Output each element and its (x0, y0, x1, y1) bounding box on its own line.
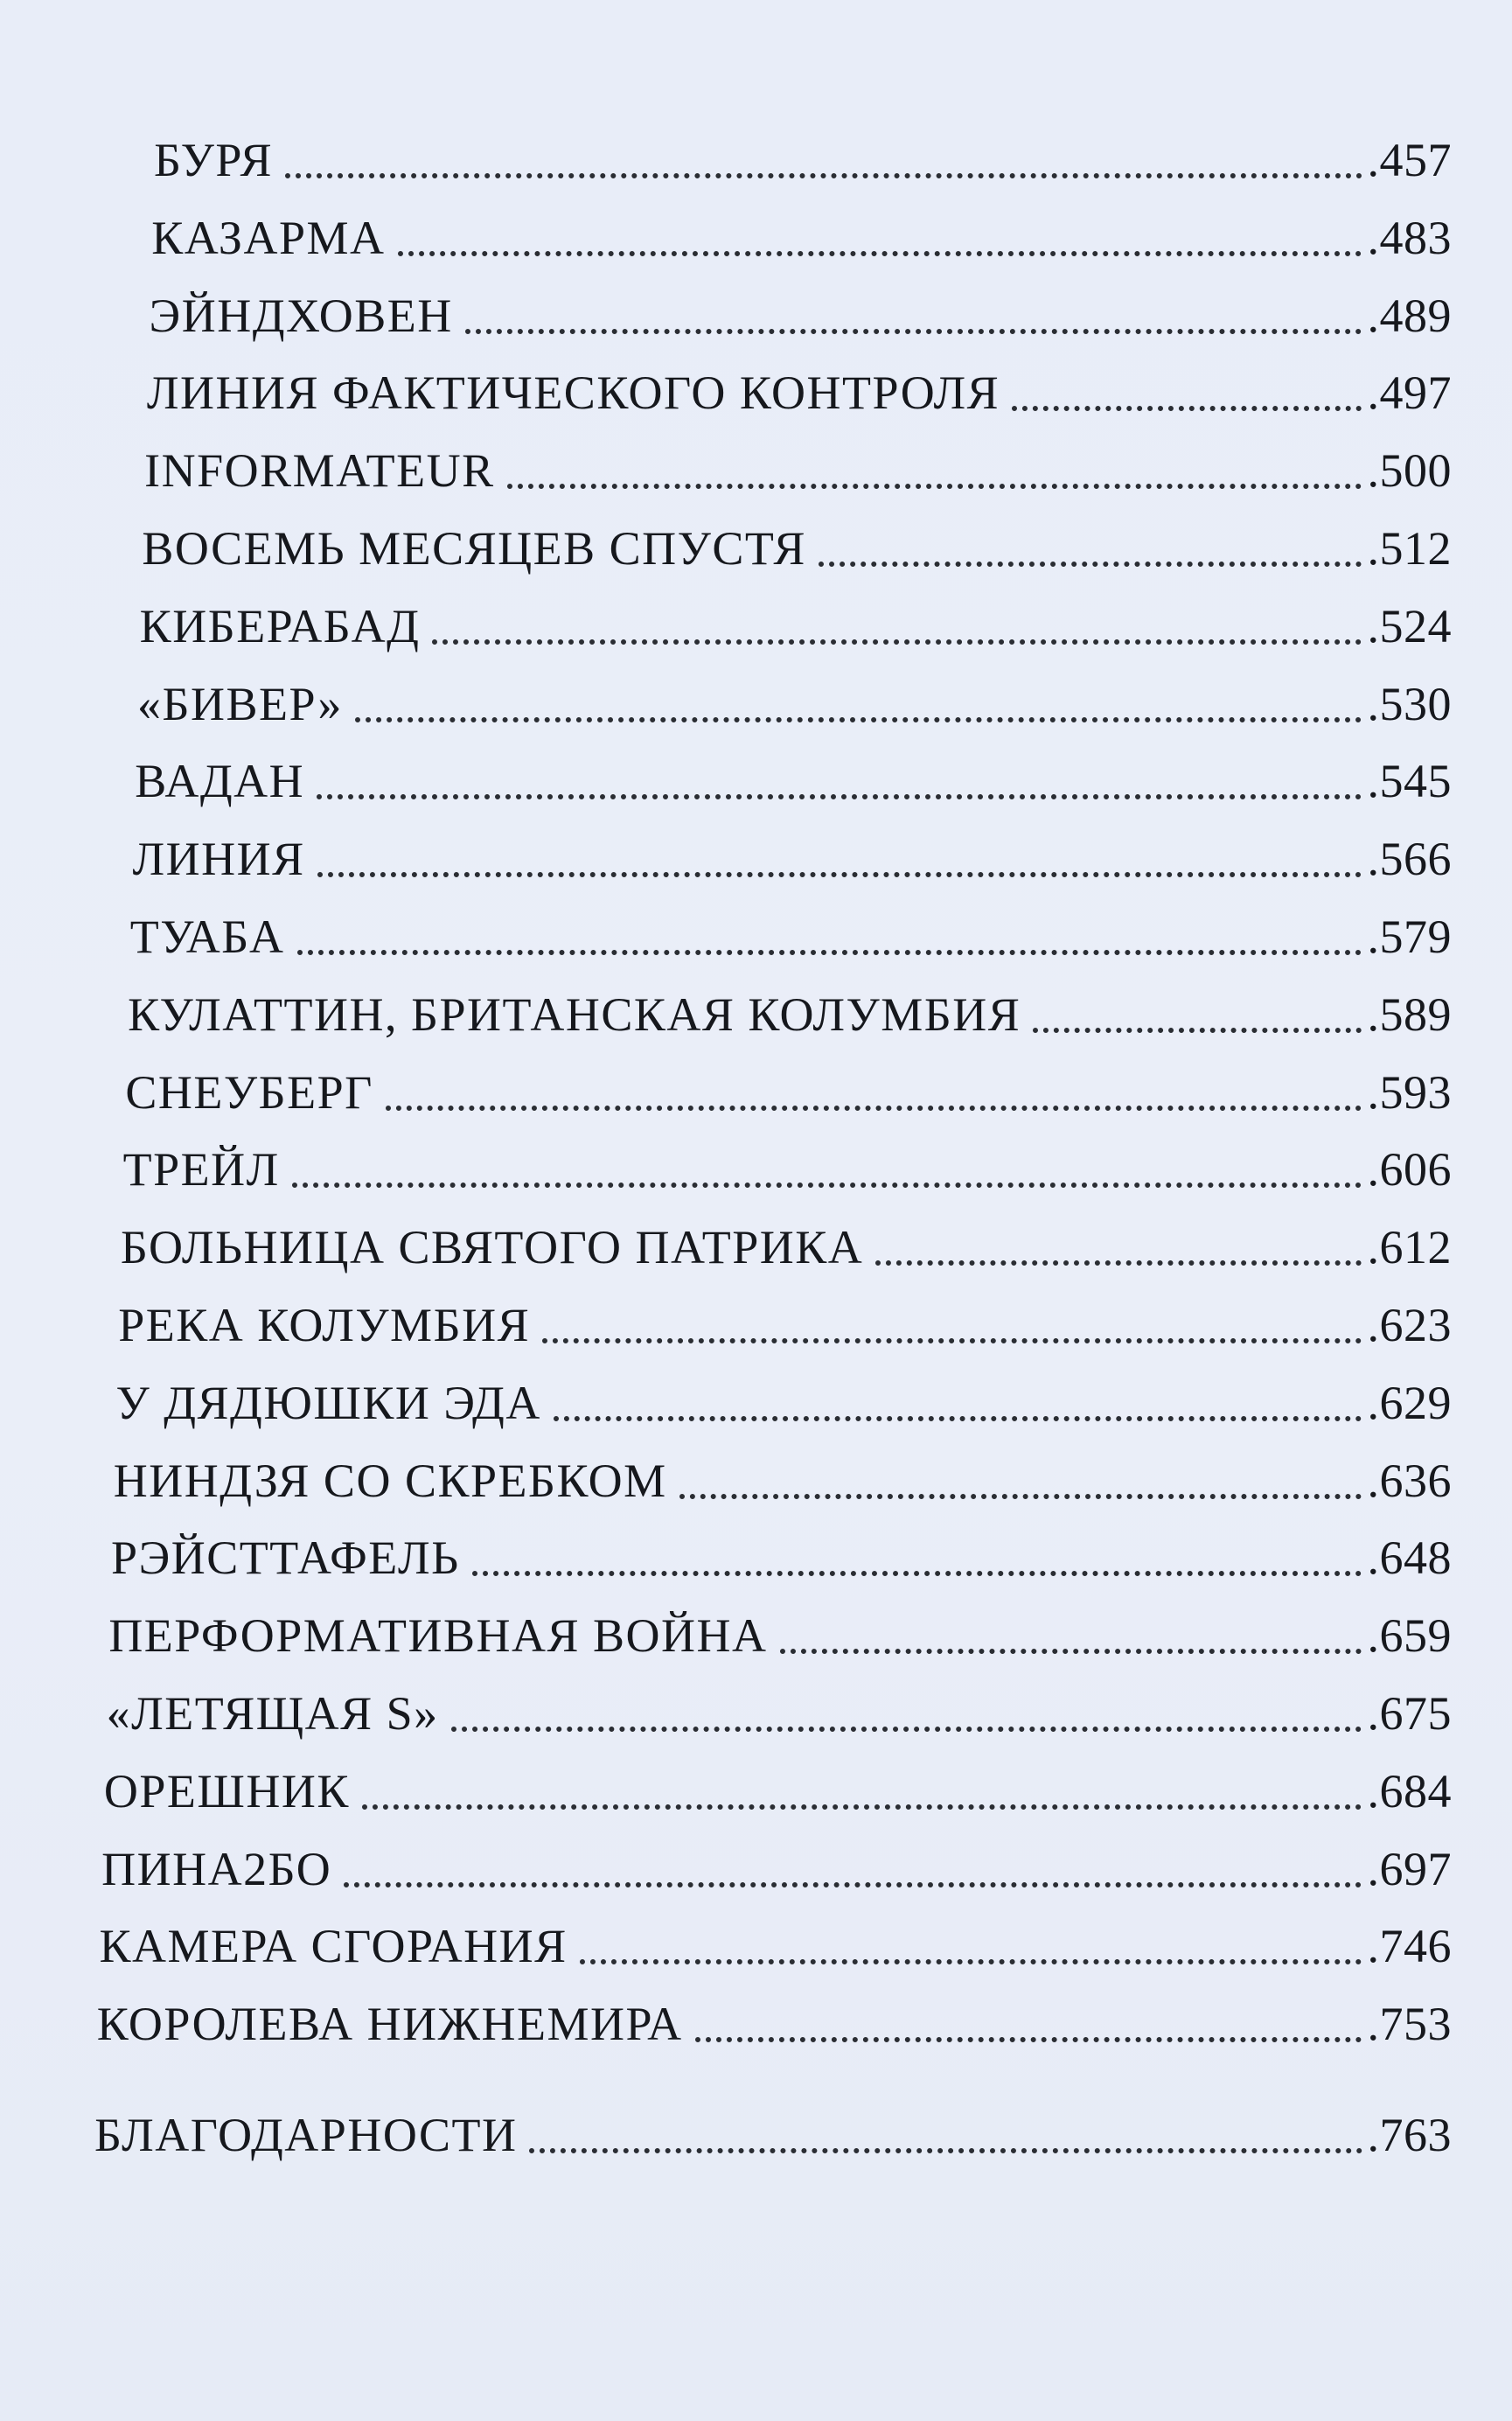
toc-entry-title: ЛИНИЯ (132, 833, 305, 886)
toc-entry-title: НИНДЗЯ СО СКРЕБКОМ (113, 1454, 667, 1507)
toc-entry (122, 1123, 1452, 1197)
toc-entry-title: КАЗАРМА (151, 211, 386, 264)
dot-leader (819, 562, 1362, 567)
dot-leader (362, 1804, 1362, 1810)
toc-entry-page-number: .612 (1367, 1221, 1452, 1274)
toc-entry (115, 1357, 1452, 1427)
toc-entry-title: СНЕУБЕРГ (125, 1065, 373, 1119)
toc-entry-title: КУЛАТТИН, БРИТАНСКАЯ КОЛУМБИЯ (128, 987, 1021, 1041)
dot-leader (695, 2037, 1362, 2042)
toc-entry (128, 968, 1452, 1041)
toc-entry (144, 424, 1452, 498)
toc-entry (135, 735, 1452, 808)
toc-entry-page-number: .497 (1367, 366, 1452, 420)
toc-entry-page-number: .697 (1367, 1842, 1452, 1895)
toc-entry-title: ПИНА2БО (101, 1842, 332, 1895)
toc-entry-title: БУРЯ (154, 134, 273, 186)
toc-entry-title: ТРЕЙЛ (122, 1143, 280, 1197)
toc-entry (113, 1434, 1452, 1507)
toc-entry (120, 1201, 1452, 1274)
dot-leader (529, 2148, 1362, 2153)
dot-leader (432, 639, 1362, 645)
dot-leader (285, 173, 1362, 178)
toc-entry-page-number: .763 (1367, 2109, 1452, 2161)
dot-leader (1012, 406, 1362, 411)
dot-leader (386, 1106, 1362, 1111)
toc-entry-page-number: .593 (1367, 1065, 1452, 1119)
toc-entry (104, 1745, 1452, 1815)
dot-leader (317, 794, 1362, 799)
toc-entry-page-number: .524 (1367, 599, 1452, 652)
toc-entry (94, 2089, 1452, 2159)
toc-entry-page-number: .566 (1367, 833, 1452, 886)
toc-entry (140, 580, 1452, 650)
toc-entry (108, 1589, 1452, 1663)
toc-entry (96, 1978, 1452, 2051)
toc-entry-page-number: .684 (1367, 1764, 1452, 1817)
dot-leader (355, 717, 1362, 722)
toc-entry-page-number: .753 (1367, 1998, 1452, 2051)
toc-entry (111, 1511, 1452, 1585)
toc-entry-page-number: .512 (1367, 522, 1452, 575)
toc-entry (146, 346, 1452, 420)
dot-leader (317, 872, 1362, 877)
toc-entry (142, 502, 1452, 575)
toc-entry (118, 1279, 1452, 1349)
toc-entry-title: ВОСЕМЬ МЕСЯЦЕВ СПУСТЯ (142, 522, 806, 575)
toc-entry-title: INFORMATEUR (144, 444, 495, 498)
dot-leader (472, 1571, 1362, 1576)
toc-entry (125, 1046, 1452, 1119)
toc-entry-title: «ЛЕТЯЩАЯ S» (106, 1687, 439, 1740)
toc-entry-title: «БИВЕР» (136, 677, 343, 730)
toc-entry (137, 658, 1452, 728)
toc-entry (101, 1823, 1452, 1893)
toc-entry-page-number: .636 (1367, 1454, 1452, 1507)
toc-entry (132, 813, 1452, 886)
toc-entry-page-number: .746 (1367, 1920, 1452, 1973)
dot-leader (554, 1416, 1362, 1421)
dot-leader (398, 251, 1362, 256)
dot-leader (679, 1494, 1362, 1499)
toc-entry-page-number: .659 (1367, 1609, 1452, 1663)
dot-leader (580, 1959, 1362, 1964)
toc-entry-title: У ДЯДЮШКИ ЭДА (115, 1376, 541, 1429)
dot-leader (542, 1338, 1362, 1343)
toc-entry-title: ТУАБА (129, 910, 285, 963)
toc-entry-page-number: .629 (1367, 1376, 1452, 1429)
dot-leader (292, 1183, 1362, 1188)
toc-entry-page-number: .589 (1367, 987, 1452, 1041)
toc-entry-page-number: .530 (1367, 677, 1452, 730)
toc-entry-title: ВАДАН (135, 755, 305, 808)
toc-entry-title: ПЕРФОРМАТИВНАЯ ВОЙНА (108, 1609, 768, 1663)
dot-leader (344, 1882, 1362, 1887)
dot-leader (507, 484, 1362, 489)
toc-entry-page-number: .623 (1367, 1299, 1452, 1351)
toc-entry-page-number: .648 (1367, 1531, 1452, 1585)
toc-entry (129, 890, 1452, 963)
toc-entry-title: ОРЕШНИК (103, 1764, 350, 1817)
dot-leader (780, 1649, 1362, 1654)
toc-entry-page-number: .579 (1367, 910, 1452, 963)
toc-entry-page-number: .489 (1367, 289, 1452, 342)
toc-entry-title: КИБЕРАБАД (139, 599, 421, 652)
toc-entry-title: РЕКА КОЛУМБИЯ (118, 1299, 531, 1351)
toc-entry (106, 1667, 1452, 1740)
toc-entry (154, 114, 1452, 184)
dot-leader (451, 1727, 1362, 1732)
toc-entry-title: РЭЙСТТАФЕЛЬ (111, 1531, 460, 1585)
toc-entry-title: БОЛЬНИЦА СВЯТОГО ПАТРИКА (120, 1221, 864, 1274)
dot-leader (465, 329, 1362, 334)
toc-entry (149, 269, 1452, 342)
toc-entry-title: КОРОЛЕВА НИЖНЕМИРА (96, 1998, 683, 2051)
toc-entry-page-number: .457 (1367, 134, 1452, 186)
toc-entry-page-number: .675 (1367, 1687, 1452, 1740)
toc-entry-title: КАМЕРА СГОРАНИЯ (99, 1920, 568, 1973)
dot-leader (1033, 1028, 1362, 1033)
dot-leader (297, 950, 1362, 955)
toc-entry-title: ЭЙНДХОВЕН (149, 289, 453, 342)
dot-leader (875, 1260, 1362, 1266)
toc-entry-title: ЛИНИЯ ФАКТИЧЕСКОГО КОНТРОЛЯ (146, 366, 1000, 420)
toc-entry (99, 1900, 1452, 1973)
toc-entry-page-number: .500 (1367, 444, 1452, 498)
toc-entry-page-number: .606 (1367, 1143, 1452, 1197)
toc-entry-title: БЛАГОДАРНОСТИ (94, 2109, 518, 2161)
toc-entry-page-number: .483 (1367, 211, 1452, 264)
toc-entry (151, 192, 1452, 262)
toc-entry-page-number: .545 (1367, 755, 1452, 808)
